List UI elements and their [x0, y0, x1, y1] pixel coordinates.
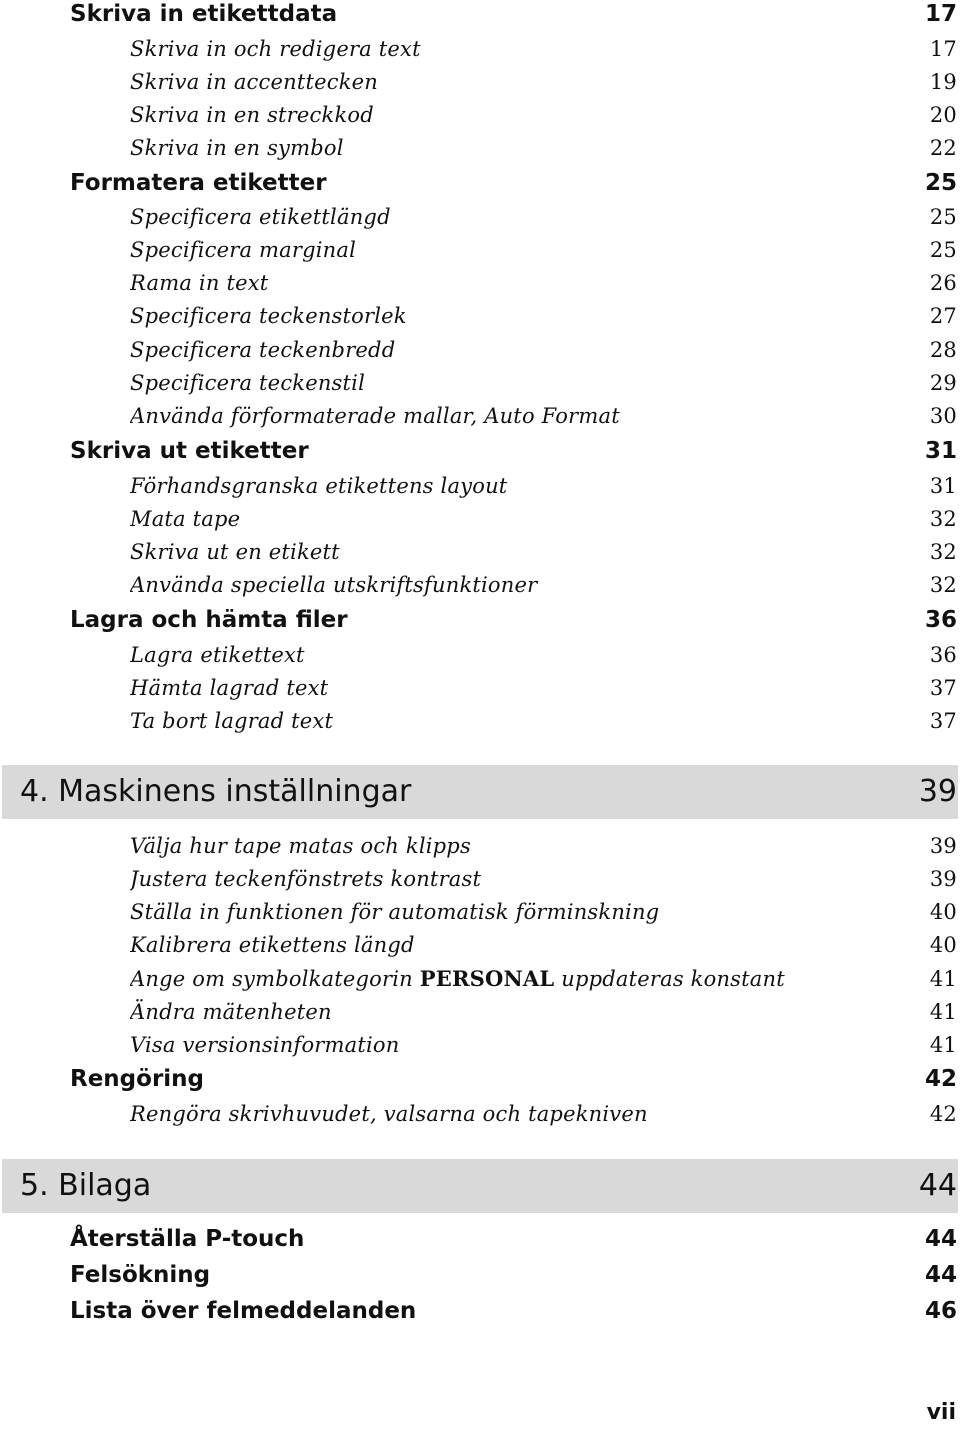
toc-section-entry[interactable] [70, 166, 957, 200]
toc-subentry[interactable] [130, 896, 957, 929]
toc-entry-page: 22 [929, 136, 957, 160]
toc-entry-page: 39 [929, 867, 957, 891]
toc-subentry[interactable] [130, 33, 957, 66]
toc-subentry[interactable] [130, 201, 957, 234]
toc-entry-page: 25 [929, 205, 957, 229]
chapter-row [20, 765, 957, 819]
chapter-page: 39 [918, 774, 957, 809]
toc-entry-page: 37 [929, 709, 957, 733]
toc-entry-page: 42 [924, 1066, 957, 1092]
toc-entry-page: 32 [929, 540, 957, 564]
toc-section-entry[interactable] [70, 434, 957, 468]
toc-entry-title: Specificera marginal [130, 238, 357, 262]
toc-entry-title: Använda förformaterade mallar, Auto Format [130, 404, 620, 428]
toc-section-entry[interactable] [70, 1294, 957, 1328]
toc-subentry[interactable] [130, 962, 957, 995]
toc-section-entry[interactable] [70, 1222, 957, 1256]
toc-entry-title [130, 962, 785, 995]
toc-entry-title: Ta bort lagrad text [130, 709, 334, 733]
toc-entry-title: Hämta lagrad text [130, 676, 329, 700]
toc-subentry[interactable] [130, 672, 957, 705]
toc-section-entry[interactable] [70, 1062, 957, 1096]
chapter-header[interactable] [2, 765, 958, 819]
toc-entry-title: Återställa P-touch [70, 1226, 305, 1252]
toc-entry-title: Lagra och hämta filer [70, 607, 348, 633]
toc-entry-title: Skriva in etikettdata [70, 1, 338, 27]
toc-entry-title: Mata tape [130, 507, 241, 531]
toc-entry-page: 25 [929, 238, 957, 262]
toc-entry-page: 36 [924, 607, 957, 633]
toc-entry-title: Specificera teckenstil [130, 371, 366, 395]
toc-entry-title: Ställa in funktionen för automatisk förminskning [130, 900, 660, 924]
toc-entry-title-strong: PERSONAL [419, 966, 555, 991]
toc-subentry[interactable] [130, 705, 957, 738]
toc-entry-page: 44 [924, 1226, 957, 1252]
toc-entry-page: 29 [929, 371, 957, 395]
toc-section-entry[interactable] [70, 603, 957, 637]
toc-entry-page: 32 [929, 573, 957, 597]
toc-entry-page: 17 [929, 37, 957, 61]
toc-subentry[interactable] [130, 267, 957, 300]
toc-entry-page: 37 [929, 676, 957, 700]
toc-entry-title: Skriva ut en etikett [130, 540, 340, 564]
toc-entry-page: 40 [929, 933, 957, 957]
toc-entry-page: 17 [924, 1, 957, 27]
toc-entry-title: Skriva in och redigera text [130, 37, 421, 61]
toc-entry-page: 41 [929, 967, 957, 991]
toc-entry-page: 36 [929, 643, 957, 667]
toc-entry-title: Använda speciella utskriftsfunktioner [130, 573, 538, 597]
toc-entry-page: 41 [929, 1000, 957, 1024]
toc-subentry[interactable] [130, 639, 957, 672]
toc-subentry[interactable] [130, 99, 957, 132]
toc-entry-title: Felsökning [70, 1262, 211, 1288]
toc-entry-title: Skriva in en symbol [130, 136, 344, 160]
toc-section-entry[interactable] [70, 0, 957, 31]
toc-entry-page: 19 [929, 70, 957, 94]
toc-entry-title: Ändra mätenheten [130, 1000, 332, 1024]
toc-entry-page: 39 [929, 834, 957, 858]
toc-entry-page: 31 [924, 438, 957, 464]
toc-entry-title: Specificera etikettlängd [130, 205, 391, 229]
toc-entry-page: 32 [929, 507, 957, 531]
toc-subentry[interactable] [130, 536, 957, 569]
toc-subentry[interactable] [130, 234, 957, 267]
chapter-title: 4. Maskinens inställningar [20, 774, 412, 809]
toc-section-entry[interactable] [70, 1258, 957, 1292]
toc-entry-title: Rengöra skrivhuvudet, valsarna och tapekniven [130, 1102, 648, 1126]
toc-entry-title: Specificera teckenbredd [130, 338, 396, 362]
chapter-page: 44 [918, 1168, 957, 1203]
toc-subentry[interactable] [130, 996, 957, 1029]
toc-subentry[interactable] [130, 400, 957, 433]
toc-entry-page: 20 [929, 103, 957, 127]
toc-entry-page: 41 [929, 1033, 957, 1057]
toc-entry-title: Rengöring [70, 1066, 205, 1092]
chapter-title: 5. Bilaga [20, 1168, 152, 1203]
toc-entry-page: 44 [924, 1262, 957, 1288]
toc-entry-page: 25 [924, 170, 957, 196]
toc-entry-title: Formatera etiketter [70, 170, 327, 196]
toc-entry-title: Skriva in accenttecken [130, 70, 378, 94]
toc-subentry[interactable] [130, 569, 957, 602]
toc-entry-title: Kalibrera etikettens längd [130, 933, 415, 957]
toc-entry-title-post: uppdateras konstant [554, 967, 785, 991]
toc-subentry[interactable] [130, 66, 957, 99]
chapter-header[interactable] [2, 1159, 958, 1213]
toc-subentry[interactable] [130, 863, 957, 896]
toc-subentry[interactable] [130, 503, 957, 536]
toc-entry-title: Visa versionsinformation [130, 1033, 400, 1057]
toc-entry-title: Skriva in en streckkod [130, 103, 374, 127]
toc-subentry[interactable] [130, 367, 957, 400]
page-number: vii [926, 1400, 956, 1425]
toc-subentry[interactable] [130, 1098, 957, 1131]
toc-subentry[interactable] [130, 830, 957, 863]
chapter-row [20, 1159, 957, 1213]
toc-entry-title: Rama in text [130, 271, 269, 295]
toc-subentry[interactable] [130, 1029, 957, 1062]
toc-entry-page: 27 [929, 304, 957, 328]
toc-entry-page: 26 [929, 271, 957, 295]
toc-subentry[interactable] [130, 334, 957, 367]
toc-subentry[interactable] [130, 470, 957, 503]
toc-subentry[interactable] [130, 132, 957, 165]
toc-entry-page: 46 [924, 1298, 957, 1324]
toc-entry-page: 30 [929, 404, 957, 428]
toc-entry-page: 31 [929, 474, 957, 498]
toc-entry-title-pre: Ange om symbolkategorin [130, 967, 420, 991]
toc-entry-page: 28 [929, 338, 957, 362]
toc-entry-page: 40 [929, 900, 957, 924]
toc-entry-title: Lista över felmeddelanden [70, 1298, 417, 1324]
toc-entry-title: Skriva ut etiketter [70, 438, 309, 464]
toc-subentry[interactable] [130, 929, 957, 962]
toc-subentry[interactable] [130, 300, 957, 333]
toc-entry-page: 42 [929, 1102, 957, 1126]
toc-entry-title: Förhandsgranska etikettens layout [130, 474, 508, 498]
toc-entry-title: Justera teckenfönstrets kontrast [130, 867, 482, 891]
toc-entry-title: Lagra etikettext [130, 643, 305, 667]
toc-entry-title: Välja hur tape matas och klipps [130, 834, 471, 858]
toc-entry-title: Specificera teckenstorlek [130, 304, 407, 328]
